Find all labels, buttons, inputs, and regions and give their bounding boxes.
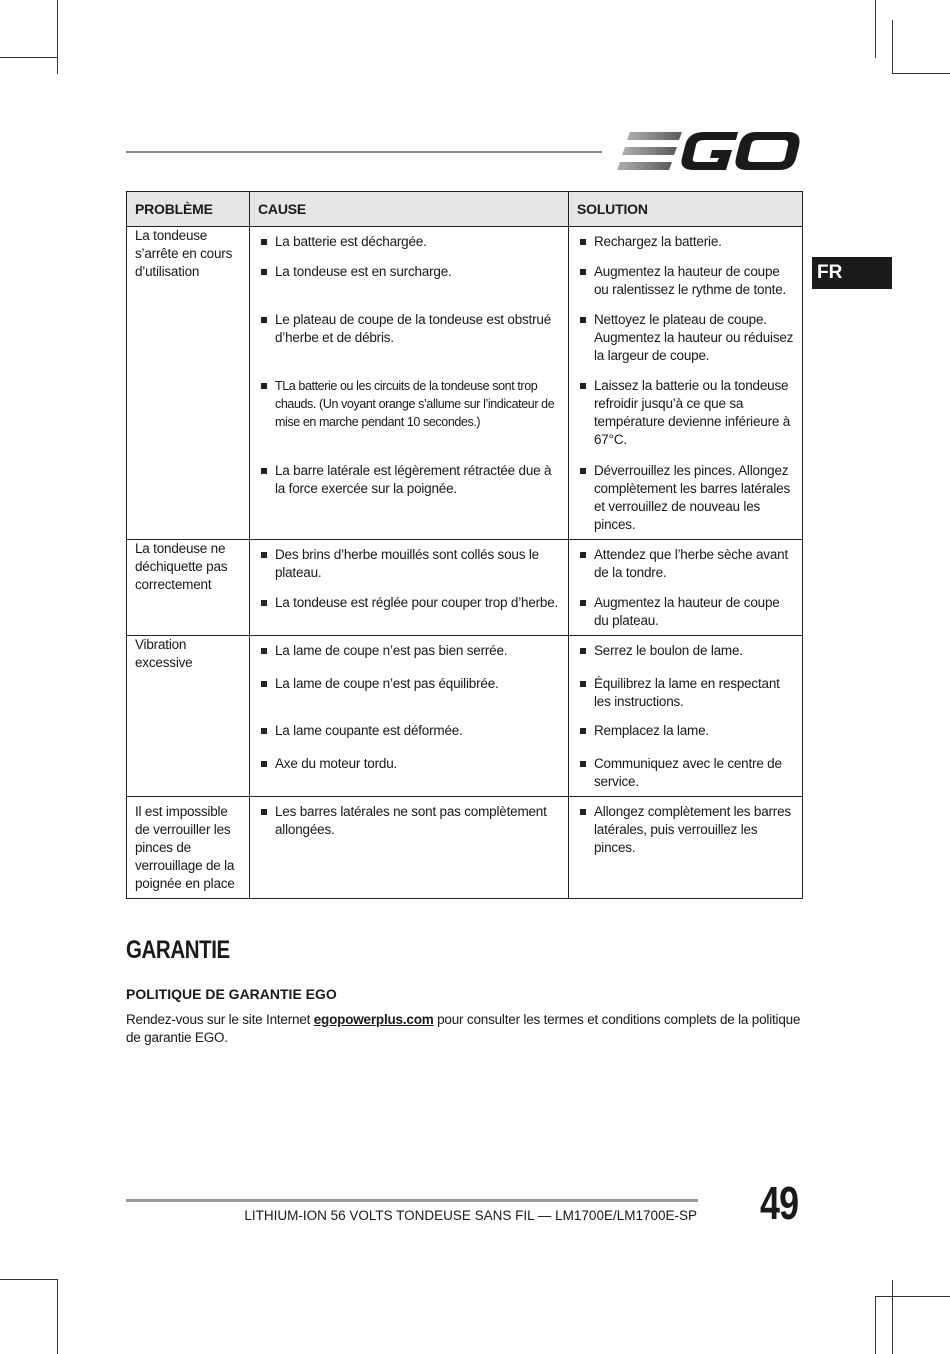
solution-item: Déverrouillez les pinces. Allongez complètement les barres latérales et verrouillez de nouveau les pinces.	[577, 462, 794, 534]
cause-item: Des brins d’herbe mouillés sont collés sous le plateau.	[258, 546, 560, 594]
header-rule	[126, 151, 602, 153]
cause-item: TLa batterie ou les circuits de la tondeuse sont trop chauds. (Un voyant orange s’allume sur l’indicateur de mise en marche pendant 10 secondes.)	[258, 377, 560, 462]
solution-column-header: SOLUTION	[569, 192, 803, 227]
problem-cell: La tondeuse s’arrête en cours d’utilisation	[127, 227, 250, 540]
problem-cell: Vibration excessive	[127, 636, 250, 797]
cause-item: Le plateau de coupe de la tondeuse est obstrué d’herbe et de débris.	[258, 311, 560, 377]
crop-mark	[875, 0, 876, 58]
solution-item: Augmentez la hauteur de coupe du plateau.	[577, 594, 794, 630]
warranty-policy-heading: POLITIQUE DE GARANTIE EGO	[126, 986, 337, 1002]
cause-cell	[250, 227, 569, 540]
problem-column-header: PROBLÈME	[127, 192, 250, 227]
solution-item: Remplacez la lame.	[577, 722, 794, 755]
solution-item: Laissez la batterie ou la tondeuse refroidir jusqu’à ce que sa température devienne inférieure à 67°C.	[577, 377, 794, 462]
crop-mark	[0, 57, 57, 58]
table-header-row	[127, 192, 803, 227]
solution-cell	[569, 797, 803, 899]
warranty-text-before: Rendez-vous sur le site Internet	[126, 1012, 314, 1027]
cause-item: La batterie est déchargée.	[258, 233, 560, 263]
table-row	[127, 797, 803, 899]
cause-item: Axe du moteur tordu.	[258, 755, 560, 773]
solution-item: Communiquez avec le centre de service.	[577, 755, 794, 791]
solution-item: Augmentez la hauteur de coupe ou ralentissez le rythme de tonte.	[577, 263, 794, 311]
cause-column-header: CAUSE	[250, 192, 569, 227]
cause-item: La lame de coupe n’est pas équilibrée.	[258, 675, 560, 722]
warranty-title: GARANTIE	[126, 936, 230, 964]
troubleshooting-table	[126, 191, 803, 899]
crop-mark	[875, 1296, 950, 1297]
cause-cell	[250, 636, 569, 797]
warranty-text-after: pour consulter les termes et conditions complets de la politique de garantie EGO.	[126, 1012, 801, 1045]
warranty-website-link[interactable]: egopowerplus.com	[313, 1012, 434, 1027]
crop-mark	[57, 0, 58, 74]
cause-item: La tondeuse est réglée pour couper trop d’herbe.	[258, 594, 560, 612]
crop-mark	[892, 1280, 893, 1354]
cause-cell	[250, 540, 569, 636]
footer-rule	[126, 1199, 698, 1202]
language-tab: FR	[812, 257, 892, 289]
solution-cell	[569, 540, 803, 636]
solution-cell	[569, 636, 803, 797]
table-row	[127, 636, 803, 797]
cause-cell	[250, 797, 569, 899]
solution-item: Rechargez la batterie.	[577, 233, 794, 263]
warranty-policy-text	[126, 1011, 806, 1047]
ego-logo	[616, 128, 802, 174]
crop-mark	[892, 20, 893, 74]
solution-item: Attendez que l’herbe sèche avant de la tondre.	[577, 546, 794, 594]
solution-cell	[569, 227, 803, 540]
solution-item: Allongez complètement les barres latérales, puis verrouillez les pinces.	[577, 803, 794, 857]
solution-item: Nettoyez le plateau de coupe. Augmentez la hauteur ou réduisez la largeur de coupe.	[577, 311, 794, 377]
crop-mark	[892, 73, 950, 74]
crop-mark	[875, 1296, 876, 1354]
footer-title: LITHIUM-ION 56 VOLTS TONDEUSE SANS FIL — LM1700E/LM1700E-SP	[244, 1208, 697, 1223]
cause-item: La lame de coupe n’est pas bien serrée.	[258, 642, 560, 675]
cause-item: La lame coupante est déformée.	[258, 722, 560, 755]
crop-mark	[57, 1280, 58, 1354]
table-row	[127, 540, 803, 636]
problem-cell: Il est impossible de verrouiller les pinces de verrouillage de la poignée en place	[127, 797, 250, 899]
solution-item: Équilibrez la lame en respectant les instructions.	[577, 675, 794, 722]
cause-item: La barre latérale est légèrement rétractée due à la force exercée sur la poignée.	[258, 462, 560, 498]
table-row	[127, 227, 803, 540]
cause-item: La tondeuse est en surcharge.	[258, 263, 560, 311]
problem-cell: La tondeuse ne déchiquette pas correctement	[127, 540, 250, 636]
cause-item: Les barres latérales ne sont pas complètement allongées.	[258, 803, 560, 839]
crop-mark	[0, 1279, 58, 1280]
page-number: 49	[760, 1177, 799, 1229]
solution-item: Serrez le boulon de lame.	[577, 642, 794, 675]
